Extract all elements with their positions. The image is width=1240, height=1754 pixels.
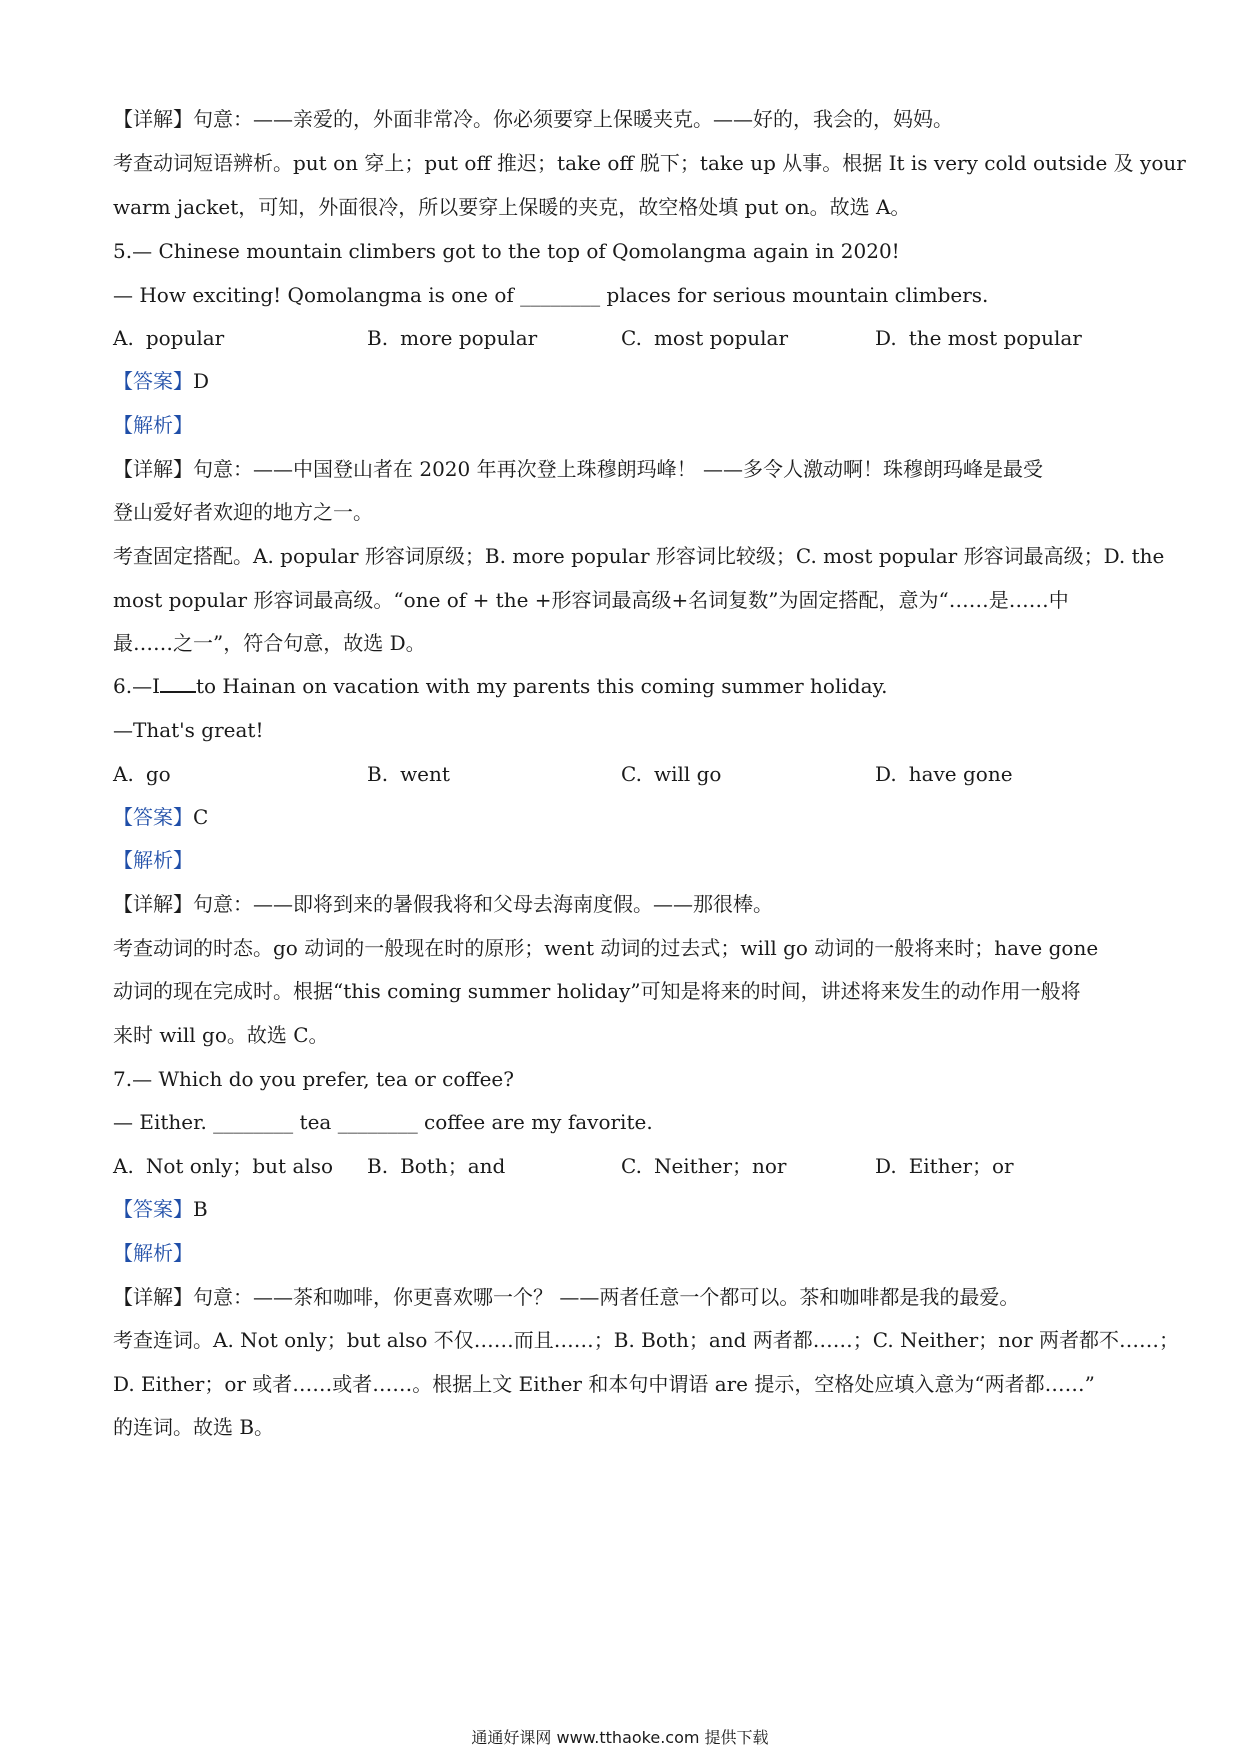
q7-detail-line-2: 考查连词。A. Not only；but also 不仅……而且……；B. Both；and 两者都……；C. Neither；nor 两者都不……； [113,1328,1179,1352]
q5-detail-line-2: 登山爱好者欢迎的地方之一。 [113,500,373,524]
detail-text: 句意：——亲爱的，外面非常冷。你必须要穿上保暖夹克。——好的，我会的，妈妈。 [193,107,953,131]
q6-stem-line-1: 6.—I to Hainan on vacation with my parents this coming summer holiday. [113,674,888,698]
q7-detail-line-1: 【详解】句意：——茶和咖啡，你更喜欢哪一个？ ——两者任意一个都可以。茶和咖啡都是我的最爱。 [113,1285,1020,1309]
q6-detail-line-1: 【详解】句意：——即将到来的暑假我将和父母去海南度假。——那很棒。 [113,892,773,916]
q5-analysis-tag: 【解析】 [113,413,193,437]
q5-stem-line-1: 5.— Chinese mountain climbers got to the top of Qomolangma again in 2020! [113,239,900,263]
answer-value: D [193,369,210,393]
q7-detail-line-3: D. Either；or 或者……或者……。根据上文 Either 和本句中谓语 are 提示，空格处应填入意为“两者都……” [113,1372,1095,1396]
q7-answer-line [113,1196,1133,1222]
page-footer: 通通好课网 www.tthaoke.com 提供下载 [471,1728,769,1747]
q5-stem-line-2: — How exciting! Qomolangma is one of ________ places for serious mountain climbers. [113,283,989,307]
answer-tag: 【答案】 [113,805,193,829]
q7-stem-line-1: 7.— Which do you prefer, tea or coffee? [113,1067,514,1091]
q6-stem-line-2: —That's great! [113,718,264,742]
q4-analysis-line-2: warm jacket，可知，外面很冷，所以要穿上保暖的夹克，故空格处填 put on。故选 A。 [113,195,911,219]
q5-detail-line-4: most popular 形容词最高级。“one of + the +形容词最高级+名词复数”为固定搭配，意为“……是……中 [113,588,1069,612]
q6-option-a: A. go [113,762,171,786]
q6-detail-line-2: 考查动词的时态。go 动词的一般现在时的原形；went 动词的过去式；will go 动词的一般将来时；have gone [113,936,1099,960]
q6-detail-line-4: 来时 will go。故选 C。 [113,1023,329,1047]
q7-option-b: B. Both；and [367,1154,506,1178]
q7-options [113,1153,1133,1179]
q5-option-a: A. popular [113,326,225,350]
q7-option-a: A. Not only；but also [113,1154,334,1178]
answer-value: C [193,805,209,829]
detail-tag: 【详解】 [113,457,193,481]
q5-detail-line-1: 【详解】句意：——中国登山者在 2020 年再次登上珠穆朗玛峰！ ——多令人激动啊！珠穆朗玛峰是最受 [113,457,1043,481]
answer-tag: 【答案】 [113,369,193,393]
q5-detail-line-3: 考查固定搭配。A. popular 形容词原级；B. more popular 形容词比较级；C. most popular 形容词最高级；D. the [113,544,1165,568]
q5-option-d: D. the most popular [875,326,1082,350]
q5-options [113,325,1133,351]
answer-blank [160,673,196,693]
q4-detail-line [113,106,1133,132]
answer-value: B [193,1197,208,1221]
detail-tag: 【详解】 [113,1285,193,1309]
q5-detail-line-5: 最……之一”，符合句意，故选 D。 [113,631,426,655]
q6-detail-line-3: 动词的现在完成时。根据“this coming summer holiday”可知是将来的时间，讲述将来发生的动作用一般将 [113,979,1081,1003]
detail-tag: 【详解】 [113,892,193,916]
q7-analysis-tag: 【解析】 [113,1241,193,1265]
q6-option-c: C. will go [621,762,722,786]
detail-tag: 【详解】 [113,107,193,131]
q7-option-c: C. Neither；nor [621,1154,787,1178]
answer-tag: 【答案】 [113,1197,193,1221]
q6-answer-line [113,804,1133,830]
q6-option-d: D. have gone [875,762,1013,786]
q5-option-b: B. more popular [367,326,538,350]
q5-answer-line [113,368,1133,394]
q7-detail-line-4: 的连词。故选 B。 [113,1415,275,1439]
q6-option-b: B. went [367,762,450,786]
q6-analysis-tag: 【解析】 [113,848,193,872]
q5-option-c: C. most popular [621,326,789,350]
q7-option-d: D. Either；or [875,1154,1014,1178]
q6-options [113,761,1133,787]
q4-analysis-line-1: 考查动词短语辨析。put on 穿上；put off 推迟；take off 脱下；take up 从事。根据 It is very cold outside 及 your [113,151,1186,175]
q7-stem-line-2: — Either. ________ tea ________ coffee are my favorite. [113,1110,653,1134]
